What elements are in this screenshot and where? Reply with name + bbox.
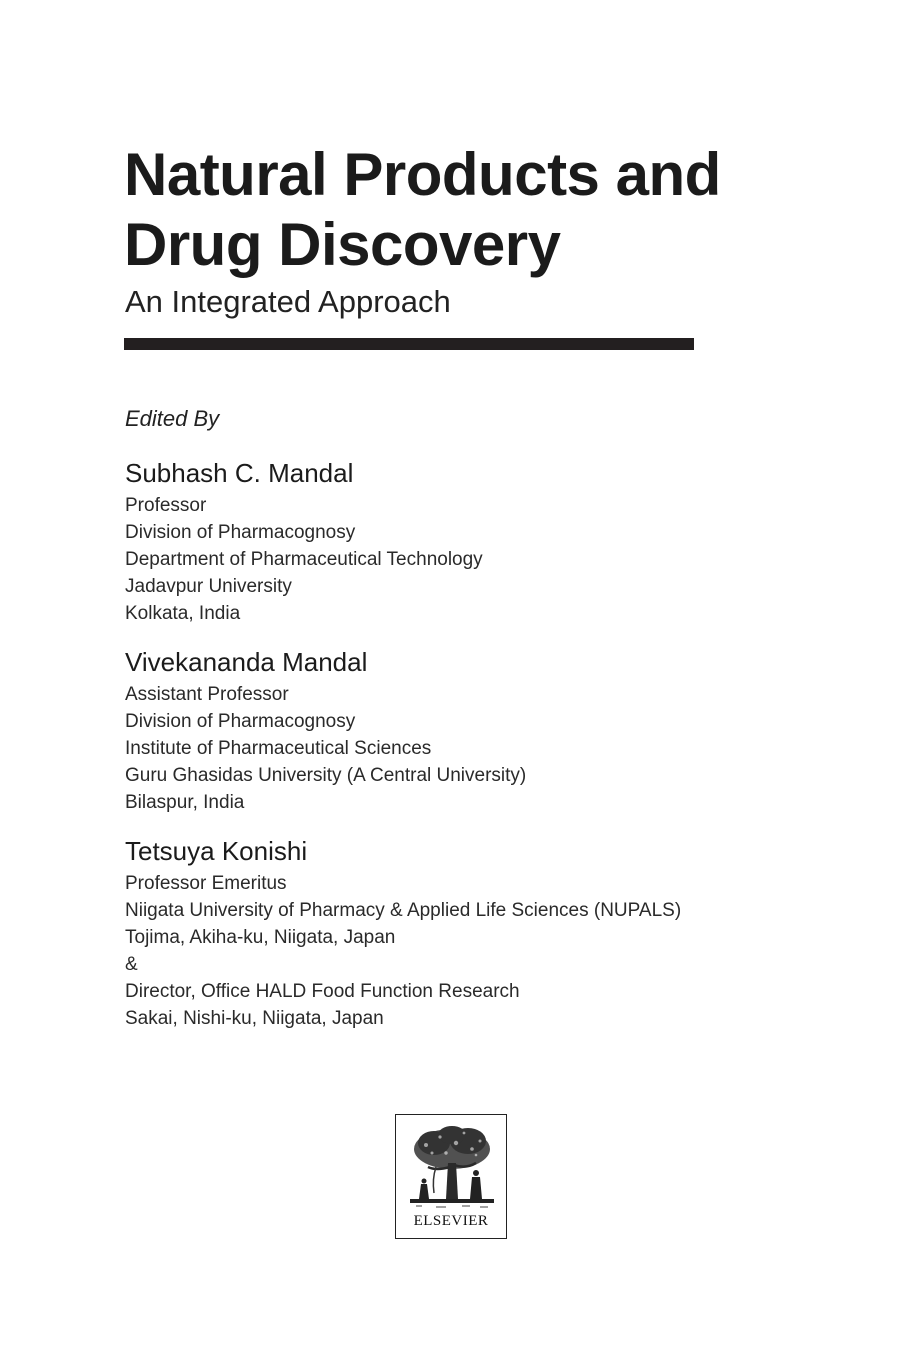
editor-affiliation-line: Bilaspur, India (125, 792, 245, 813)
editor-name: Vivekananda Mandal (125, 647, 368, 677)
elsevier-logo-text: ELSEVIER (413, 1213, 489, 1229)
editor-affiliation-line: Institute of Pharmaceutical Sciences (125, 738, 432, 759)
editor-name: Subhash C. Mandal (125, 458, 354, 488)
editor-affiliation-line: Assistant Professor (125, 684, 289, 705)
editor-affiliation-line: & (125, 954, 138, 975)
editor-affiliation-line: Professor Emeritus (125, 873, 287, 894)
editor-affiliation-line: Guru Ghasidas University (A Central University) (125, 765, 527, 786)
editor-affiliation-line: Kolkata, India (125, 603, 241, 624)
editor-affiliation-line: Tojima, Akiha-ku, Niigata, Japan (125, 927, 396, 948)
editor-affiliation-line: Department of Pharmaceutical Technology (125, 549, 483, 570)
title-rule (124, 338, 694, 350)
book-title-line-1: Natural Products and (124, 141, 721, 208)
editor-affiliation-line: Director, Office HALD Food Function Research (125, 981, 520, 1002)
editor-affiliation-line: Sakai, Nishi-ku, Niigata, Japan (125, 1008, 384, 1029)
book-title-line-2: Drug Discovery (124, 211, 561, 278)
editor-block (125, 834, 681, 1032)
elsevier-tree-icon (406, 1123, 498, 1211)
editor-affiliation-line: Division of Pharmacognosy (125, 522, 356, 543)
editor-affiliation-line: Jadavpur University (125, 576, 292, 597)
editor-affiliation-line: Division of Pharmacognosy (125, 711, 356, 732)
editor-affiliation-line: Professor (125, 495, 207, 516)
book-subtitle: An Integrated Approach (125, 284, 451, 319)
editor-block (125, 456, 483, 627)
editor-affiliation-line: Niigata University of Pharmacy & Applied Life Sciences (NUPALS) (125, 900, 682, 921)
edited-by-label: Edited By (125, 406, 220, 431)
elsevier-logo (395, 1114, 507, 1239)
editor-block (125, 645, 526, 816)
book-title (124, 140, 824, 280)
editor-name: Tetsuya Konishi (125, 836, 308, 866)
